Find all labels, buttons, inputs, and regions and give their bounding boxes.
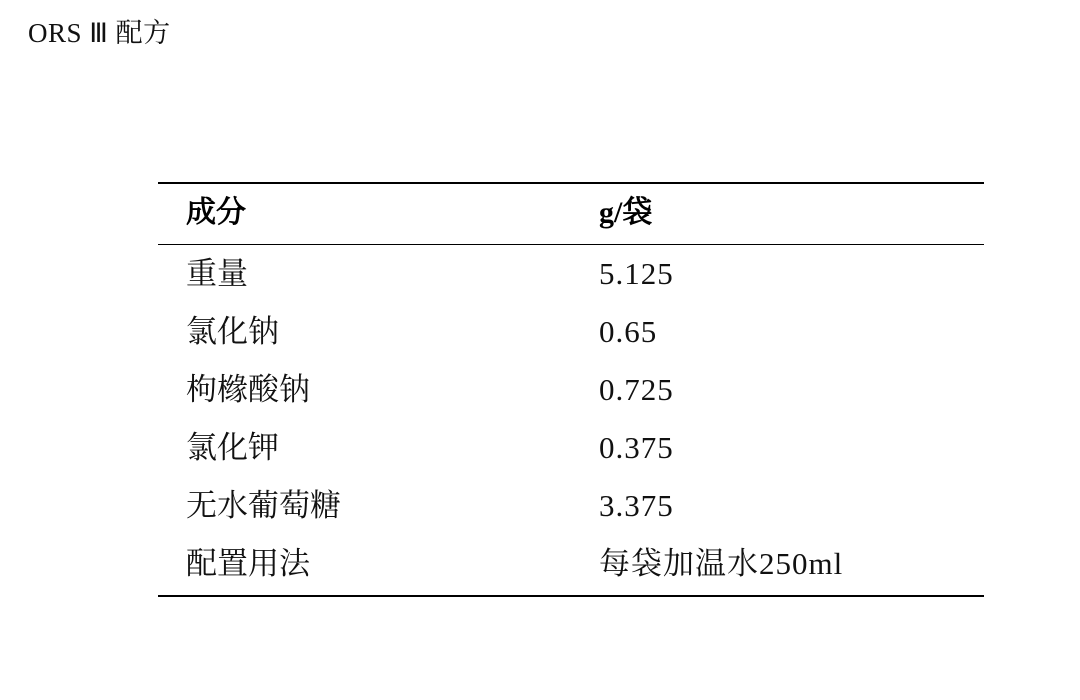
page-title: ORS Ⅲ 配方 (28, 18, 171, 48)
formula-table (158, 182, 984, 597)
cell-value: 0.725 (599, 372, 674, 407)
table-row (158, 361, 984, 419)
table-header-row (158, 183, 984, 245)
cell-value: 0.65 (599, 314, 658, 349)
cell-ingredient: 氯化钠 (186, 314, 279, 349)
column-header-grams-per-sachet: g/袋 (571, 183, 984, 245)
cell-ingredient: 配置用法 (158, 535, 571, 596)
cell-value: 5.125 (599, 256, 674, 291)
table-row (158, 419, 984, 477)
formula-table-container (158, 182, 984, 597)
table-row (158, 477, 984, 535)
cell-value: 3.375 (599, 488, 674, 523)
table-header (158, 183, 984, 245)
cell-ingredient: 氯化钾 (186, 430, 279, 465)
cell-ingredient: 重量 (186, 256, 248, 291)
cell-value: 每袋加温水250ml (571, 535, 984, 596)
column-header-ingredient: 成分 (158, 183, 571, 245)
cell-ingredient: 无水葡萄糖 (186, 488, 341, 523)
table-row (158, 245, 984, 304)
cell-ingredient: 枸橼酸钠 (186, 372, 310, 407)
table-row (158, 303, 984, 361)
table-body (158, 245, 984, 597)
cell-value: 0.375 (599, 430, 674, 465)
table-row (158, 535, 984, 596)
